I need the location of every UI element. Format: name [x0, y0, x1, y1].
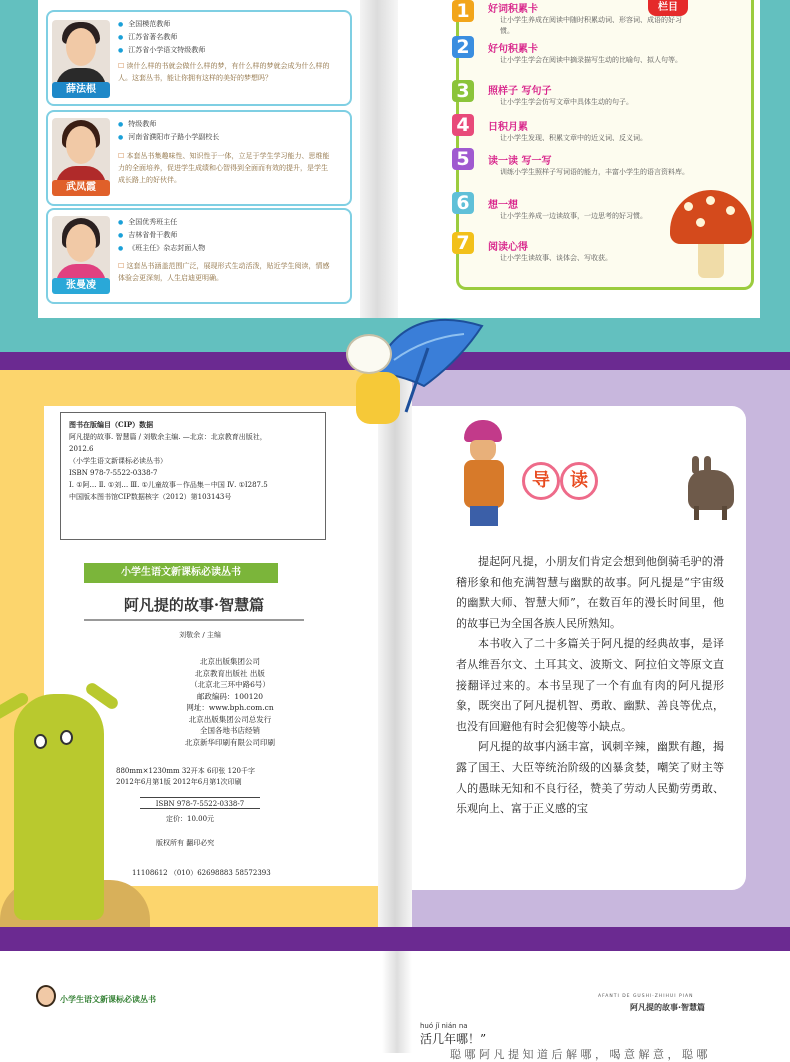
column-number: 4 — [452, 114, 474, 136]
teacher-quote: ☐ 这套丛书涵盖范围广泛，展现形式生动活泼，贴近学生阅读，情感体验会更深刻，人生启迪更明确。 — [118, 260, 332, 284]
series-banner: 小学生语文新课标必读丛书 — [84, 563, 278, 583]
columns-badge: 栏目 — [648, 0, 688, 16]
book-title: 阿凡提的故事·智慧篇 — [84, 594, 304, 621]
column-item: 照样子 写句子 让小学生学会仿写文章中具体生动的句子。 — [488, 86, 633, 106]
column-number: 3 — [452, 80, 474, 102]
column-item: 想一想 让小学生养成一边读故事，一边思考的好习惯。 — [488, 200, 647, 220]
column-number: 1 — [452, 0, 474, 22]
book-spine — [382, 951, 412, 1053]
teacher-titles: ● 特级教师 ● 河南省濮阳市子路小学副校长 — [118, 118, 219, 144]
afanti-character-illustration — [470, 440, 496, 462]
column-number: 2 — [452, 36, 474, 58]
story-text-line: 活几年哪！” — [420, 1032, 487, 1046]
book-spine — [360, 0, 398, 318]
teacher-quote: ☐ 本套丛书集趣味性、知识性于一体，立足于学生学习能力、思维能力的全面培养，促进学生成绩和心智得到全面而有效的提升，是学生成长路上的好伙伴。 — [118, 150, 332, 186]
column-item: 阅读心得 让小学生读故事、谈体会、写收获。 — [488, 242, 612, 262]
teacher-titles: ● 全国模范教师 ● 江苏省著名教师 ● 江苏省小学语文特级教师 — [118, 18, 205, 57]
phone-numbers: 11108612 （010）62698883 58572393 — [132, 869, 271, 877]
guide-heading-char: 读 — [560, 462, 598, 500]
isbn: ISBN 978-7-5522-0338-7 — [140, 797, 260, 809]
rights-notice: 版权所有 翻印必究 — [156, 839, 215, 847]
tree-eye — [60, 730, 73, 745]
teacher-titles: ● 全国优秀班主任 ● 吉林省骨干教师 ● 《班主任》杂志封面人物 — [118, 216, 205, 255]
afanti-legs — [470, 506, 498, 526]
kid-mascot-icon — [36, 985, 56, 1007]
pinyin-title: AFANTI DE GUSHI·ZHIHUI PIAN — [598, 994, 694, 999]
teacher-name: 武凤霞 — [52, 180, 110, 196]
tree-eye — [34, 734, 47, 749]
story-text-cut: 聪 哪 阿 凡 提 知 道 后 解 哪 ， 喝 意 解 意 ， 聪 哪 — [450, 1048, 708, 1061]
donkey-leg — [722, 506, 727, 520]
column-item: 日积月累 让小学生发现、积累文章中的近义词、反义词。 — [488, 122, 647, 142]
column-item: 好词积累卡 让小学生养成在阅读中随时积累动词、形容词、成语的好习惯。 — [488, 4, 682, 35]
cip-data-box: 图书在版编目（CIP）数据 阿凡提的故事. 智慧篇 / 刘敬余主编. —北京：北京教育出版社， 2012.6 （小学生语文新课标必读丛书） ISBN 978-7-5522-0338-7 Ⅰ. ①阿… Ⅱ. ①刘… Ⅲ. ①儿童故事－作品集－中国 Ⅳ. ①I287.5 中国版本图书馆CIP数据核字（2012）第103143号 — [60, 412, 326, 540]
teacher-name: 张曼凌 — [52, 278, 110, 294]
dog-body — [356, 372, 400, 424]
purple-divider — [0, 927, 790, 951]
column-number: 7 — [452, 232, 474, 254]
book-spine — [378, 370, 412, 927]
publisher-info: 北京出版集团公司 北京教育出版社 出版 （北京北三环中路6号） 邮政编码：100120 网址：www.bph.com.cn 北京出版集团公司总发行 全国各地书店经销 北京新华印刷有限公司印刷 — [185, 657, 275, 747]
donkey-illustration — [688, 470, 734, 510]
book-specs: 880mm×1230mm 32开本 6印张 120千字 2012年6月第1版 2012年6月第1次印刷 — [116, 767, 255, 786]
teacher-name: 薛法根 — [52, 82, 110, 98]
guide-text: 提起阿凡提，小朋友们肯定会想到他倒骑毛驴的滑稽形象和他充满智慧与幽默的故事。阿凡提是“宇宙级的幽默大师、智慧大师”，在数百年的漫长时间里，他的故事已为全国各族人民所熟知。 本书收入了二十多篇关于阿凡提的经典故事，是译者从维吾尔文、土耳其文、波斯文、阿拉伯文等原文直接翻译过来的。本书呈现了一个有血有肉的阿凡提形象，既突出了阿凡提机智、勇敢、幽默、善良等优点，也没有回避他有时会犯傻等小缺点。 阿凡提的故事内涵丰富，讽刺辛辣，幽默有趣，揭露了国王、大臣等统治阶级的凶暴贪婪，嘲笑了财主等人的愚昧无知和不良行径，赞美了劳动人民勤劳勇敢、乐观向上、富于正义感的宝 — [456, 555, 724, 816]
series-logo: 小学生语文新课标必读丛书 — [60, 995, 156, 1004]
tree-character-illustration — [14, 694, 104, 920]
book-editor: 刘敬余 / 主编 — [179, 631, 221, 639]
running-head-title: 阿凡提的故事·智慧篇 — [630, 1003, 706, 1012]
column-number: 6 — [452, 192, 474, 214]
teacher-quote: ☐ 读什么样的书就会做什么样的梦，有什么样的梦就会成为什么样的人。这套丛书，能让你拥有这样的美好的梦想吗？ — [118, 60, 332, 84]
price: 定价：10.00元 — [166, 815, 215, 823]
pinyin-annotation: huó jǐ nián na — [420, 1022, 468, 1030]
guide-heading-char: 导 — [522, 462, 560, 500]
column-item: 好句积累卡 让小学生学会在阅读中摘录描写生动的比喻句、拟人句等。 — [488, 44, 682, 64]
afanti-robe — [464, 460, 504, 508]
column-item: 读一读 写一写 训练小学生照样子写词语的能力，丰富小学生的语言资料库。 — [488, 156, 689, 176]
column-number: 5 — [452, 148, 474, 170]
dog-character-illustration — [346, 334, 392, 374]
donkey-leg — [694, 506, 699, 520]
